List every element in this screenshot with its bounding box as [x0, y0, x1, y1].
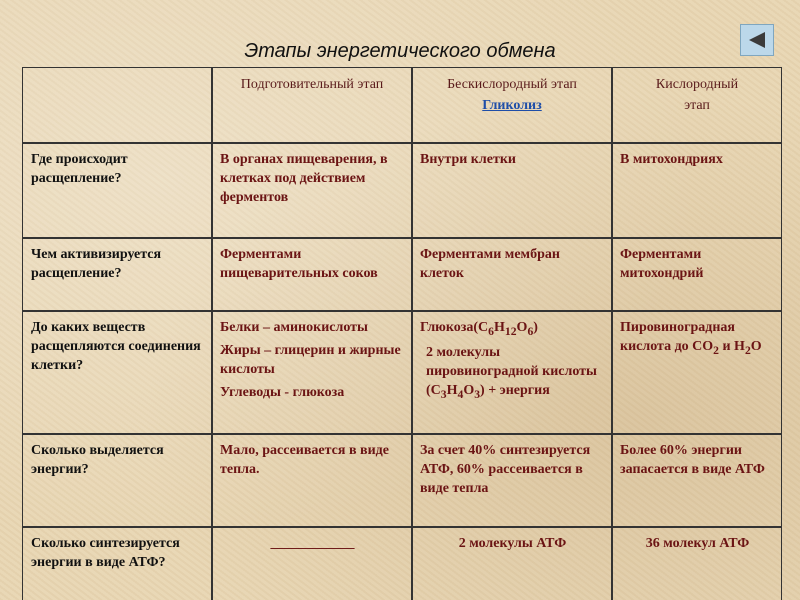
row-4-oxygen — [612, 434, 782, 527]
back-button[interactable] — [740, 24, 774, 56]
row-3-prep-fats: Жиры – глицерин и жирные кислоты — [220, 343, 401, 377]
row-1-oxygen-text: В митохондриях — [620, 152, 723, 167]
row-5-prep — [212, 527, 412, 600]
row-5-anaerobic-text: 2 молекулы АТФ — [458, 536, 567, 551]
header-anaerobic-label: Бескислородный этап — [447, 77, 577, 92]
header-empty-cell — [22, 67, 212, 143]
row-3-question-text: До каких веществ расщепляются соединения клетки? — [31, 320, 201, 373]
row-2-question-text: Чем активизируется расщепление? — [31, 247, 162, 281]
row-4-anaerobic — [412, 434, 612, 527]
row-4-question — [22, 434, 212, 527]
header-prep-label: Подготовительный этап — [240, 77, 384, 92]
row-3-prep — [212, 311, 412, 434]
header-oxygen-stage — [612, 67, 782, 143]
row-2-prep-text: Ферментами пищеварительных соков — [220, 247, 378, 281]
row-4-prep — [212, 434, 412, 527]
row-3-prep-carbs: Углеводы - глюкоза — [220, 385, 345, 400]
row-2-oxygen — [612, 238, 782, 311]
row-3-oxygen-text: Пировиноградная кислота до $CO_2$ и $H_2O$ — [620, 320, 762, 357]
row-4-oxygen-text: Более 60% энергии запасается в виде АТФ — [620, 443, 765, 477]
row-1-question-text: Где происходит расщепление? — [31, 152, 128, 186]
row-5-question-text: Сколько синтезируется энергии в виде АТФ? — [31, 536, 180, 570]
row-3-anaerobic-pyruvate: 2 молекулы пировиноградной кислоты $(C_3H_4O_3)$ + энергия — [426, 344, 597, 401]
row-3-question — [22, 311, 212, 434]
row-2-prep — [212, 238, 412, 311]
row-5-anaerobic — [412, 527, 612, 600]
header-oxygen-label: Кислородный этап — [655, 77, 739, 113]
row-5-oxygen-text: 36 молекул АТФ — [645, 536, 750, 551]
row-2-oxygen-text: Ферментами митохондрий — [620, 247, 704, 281]
header-anaerobic-stage — [412, 67, 612, 143]
row-1-oxygen — [612, 143, 782, 238]
glycolysis-link[interactable]: Гликолиз — [482, 98, 542, 113]
page-title: Этапы энергетического обмена — [244, 40, 556, 62]
row-3-prep-proteins: Белки – аминокислоты — [220, 320, 368, 335]
row-2-question — [22, 238, 212, 311]
header-prep-stage — [212, 67, 412, 143]
row-3-oxygen — [612, 311, 782, 434]
row-1-prep-text: В органах пищеварения, в клетках под действием ферментов — [220, 152, 388, 205]
triangle-left-icon — [747, 31, 767, 49]
row-1-anaerobic-text: Внутри клетки — [420, 152, 516, 167]
row-4-anaerobic-text: За счет 40% синтезируется АТФ, 60% рассеивается в виде тепла — [420, 443, 591, 496]
row-5-prep-blank: ____________ — [270, 536, 355, 551]
row-5-question — [22, 527, 212, 600]
row-4-question-text: Сколько выделяется энергии? — [31, 443, 164, 477]
row-1-anaerobic — [412, 143, 612, 238]
row-1-prep — [212, 143, 412, 238]
row-2-anaerobic-text: Ферментами мембран клеток — [420, 247, 560, 281]
row-4-prep-text: Мало, рассеивается в виде тепла. — [220, 443, 389, 477]
row-1-question — [22, 143, 212, 238]
row-2-anaerobic — [412, 238, 612, 311]
row-3-anaerobic-glucose: $Глюкоза(C_6H_{12}O_6)$ — [420, 320, 538, 338]
row-5-oxygen — [612, 527, 782, 600]
row-3-anaerobic — [412, 311, 612, 434]
